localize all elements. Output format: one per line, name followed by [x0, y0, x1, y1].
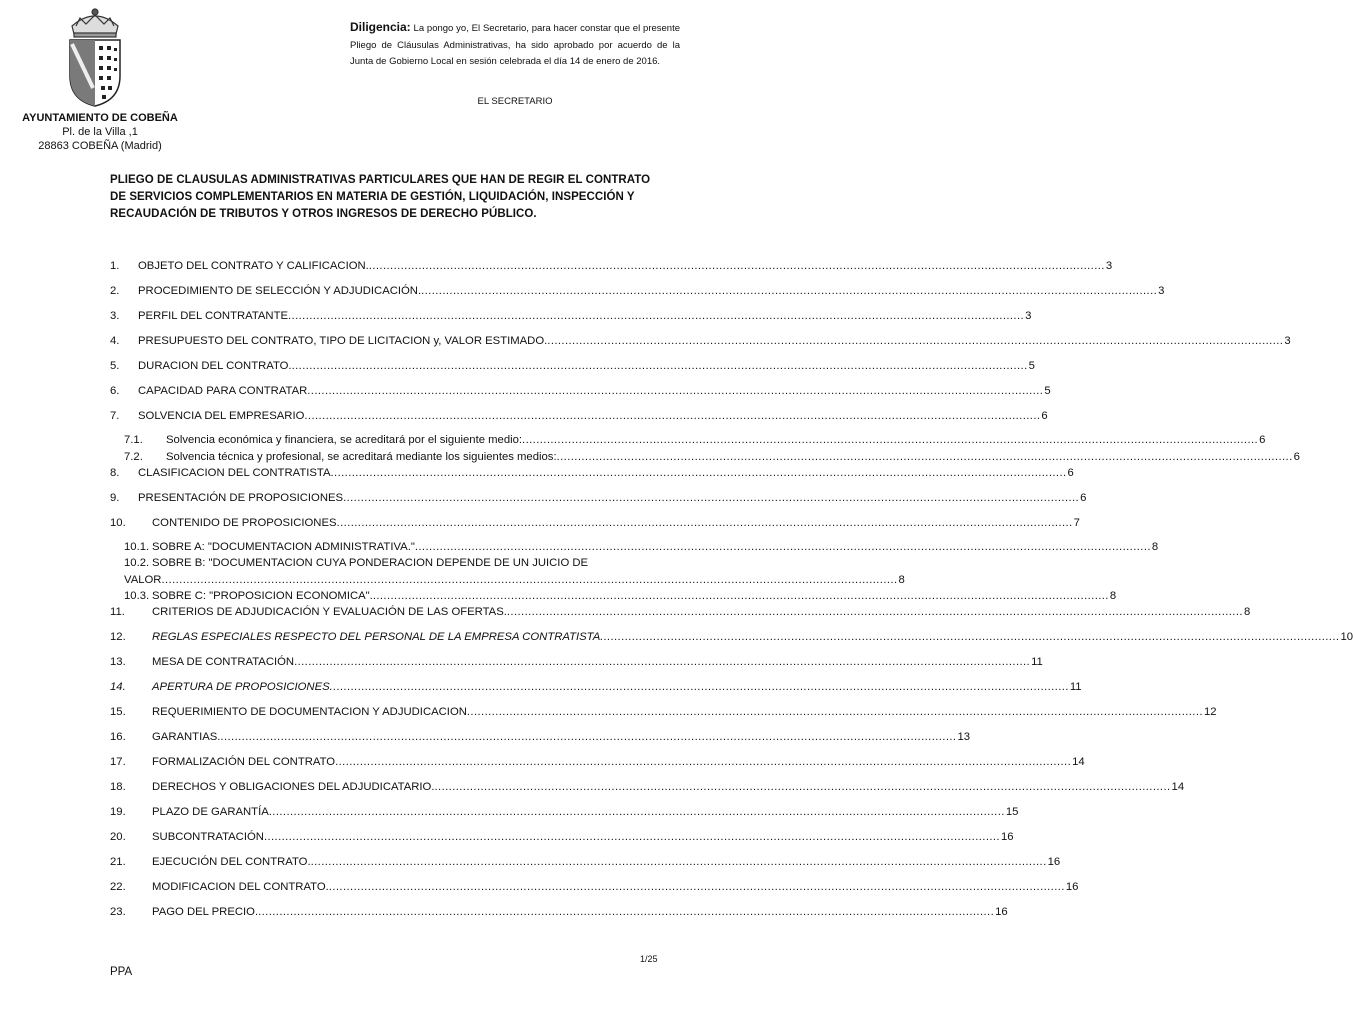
- toc-title: APERTURA DE PROPOSICIONES.: [152, 681, 333, 693]
- toc-number: 14.: [110, 681, 126, 693]
- toc-number: 21.: [110, 856, 126, 868]
- toc-title-continuation: VALOR: [124, 574, 162, 586]
- toc-title: CRITERIOS DE ADJUDICACIÓN Y EVALUACIÓN DE LAS OFERTAS.: [152, 606, 507, 618]
- toc-subentry[interactable]: [124, 557, 660, 569]
- toc-subentry[interactable]: [124, 541, 1159, 553]
- toc-title: MODIFICACION DEL CONTRATO.: [152, 881, 329, 893]
- toc-title: SOBRE C: "PROPOSICION ECONOMICA".: [152, 590, 373, 602]
- toc-number: 2.: [110, 285, 120, 297]
- toc-number: 16.: [110, 731, 126, 743]
- toc-entry[interactable]: [110, 385, 1051, 397]
- toc-number: 7.2.: [124, 451, 143, 463]
- toc-leader: [288, 310, 1024, 322]
- toc-subentry[interactable]: [124, 434, 1266, 446]
- toc-entry[interactable]: [110, 492, 1087, 504]
- toc-entry[interactable]: [110, 906, 1008, 918]
- toc-number: 8.: [110, 467, 120, 479]
- toc-entry[interactable]: [110, 335, 1291, 347]
- toc-title: CONTENIDO DE PROPOSICIONES: [152, 517, 337, 529]
- toc-page: 12: [1203, 706, 1217, 718]
- toc-title: SUBCONTRATACIÓN: [152, 831, 264, 843]
- toc-number: 3.: [110, 310, 120, 322]
- toc-entry[interactable]: [110, 631, 1353, 643]
- toc-entry[interactable]: [110, 285, 1165, 297]
- toc-entry[interactable]: [110, 856, 1061, 868]
- toc-title: PRESENTACIÓN DE PROPOSICIONES: [138, 492, 344, 504]
- toc-page: 7: [1073, 517, 1080, 529]
- toc-title: Solvencia técnica y profesional, se acreditará mediante los siguientes medios:: [166, 451, 557, 463]
- toc-title: GARANTIAS.: [152, 731, 221, 743]
- toc-leader: [343, 492, 1079, 504]
- toc-title: PAGO DEL PRECIO.: [152, 906, 259, 918]
- toc-number: 6.: [110, 385, 120, 397]
- toc-page: 8: [898, 574, 905, 586]
- diligencia-text: La pongo yo, El Secretario, para hacer constar que el presente Pliego de Cláusulas Administrativas, ha sido aprobado por acuerdo de la Junta de Gobierno Local en sesión celebrada el día 14 de enero de 2016.: [350, 23, 681, 67]
- toc-page: 11: [1031, 656, 1043, 668]
- toc-page: 16: [1000, 831, 1014, 843]
- toc-number: 19.: [110, 806, 126, 818]
- toc-number: 10.2.: [124, 557, 150, 569]
- toc-page: 6: [1293, 451, 1300, 463]
- toc-entry[interactable]: [110, 706, 1217, 718]
- toc-entry[interactable]: [110, 467, 1074, 479]
- toc-page: 15: [1005, 806, 1019, 818]
- toc-title: PROCEDIMIENTO DE SELECCIÓN Y ADJUDICACIÓN.: [138, 285, 422, 297]
- toc-leader: [467, 706, 1203, 718]
- toc-page: 14: [1171, 781, 1185, 793]
- toc-subentry[interactable]: [124, 451, 1300, 463]
- toc-leader: [220, 731, 956, 743]
- toc-title: CLASIFICACION DEL CONTRATISTA: [138, 467, 331, 479]
- toc-leader: [547, 335, 1283, 347]
- toc-page: 3: [1105, 260, 1113, 272]
- toc-leader: [161, 574, 897, 586]
- toc-leader: [294, 656, 1030, 668]
- toc-leader: [333, 681, 1069, 693]
- toc-page: 3: [1025, 310, 1032, 322]
- toc-title: EJECUCIÓN DEL CONTRATO.: [152, 856, 311, 868]
- toc-entry[interactable]: [110, 517, 1080, 529]
- toc-entry[interactable]: [110, 756, 1085, 768]
- toc-page: 14: [1072, 756, 1085, 768]
- toc-page: 8: [1243, 606, 1251, 618]
- toc-entry[interactable]: [110, 360, 1035, 372]
- toc-title: DURACION DEL CONTRATO.: [138, 360, 292, 372]
- toc-number: 9.: [110, 492, 120, 504]
- toc-number: 4.: [110, 335, 120, 347]
- toc-leader: [507, 606, 1243, 618]
- toc-number: 10.1.: [124, 541, 150, 553]
- toc-entry[interactable]: [110, 831, 1014, 843]
- toc-entry[interactable]: [110, 731, 971, 743]
- toc-leader: [331, 467, 1067, 479]
- toc-page: 13: [957, 731, 971, 743]
- toc-entry[interactable]: [110, 656, 1043, 668]
- toc-title: SOBRE B: "DOCUMENTACION CUYA PONDERACION DEPENDE DE UN JUICIO DE: [152, 557, 589, 569]
- toc-entry[interactable]: [110, 606, 1251, 618]
- toc-leader: [435, 781, 1171, 793]
- toc-entry[interactable]: [110, 310, 1032, 322]
- toc-title: CAPACIDAD PARA CONTRATAR: [138, 385, 308, 397]
- toc-page: 11: [1069, 681, 1082, 693]
- toc-number: 20.: [110, 831, 126, 843]
- toc-leader: [337, 517, 1073, 529]
- toc-number: 7.1.: [124, 434, 143, 446]
- toc-title: SOBRE A: "DOCUMENTACION ADMINISTRATIVA.": [152, 541, 415, 553]
- table-of-contents: [110, 0, 1353, 1024]
- toc-number: 10.: [110, 517, 126, 529]
- toc-leader: [304, 410, 1040, 422]
- toc-page: 3: [1284, 335, 1291, 347]
- toc-leader: [258, 906, 994, 918]
- toc-page: 6: [1080, 492, 1087, 504]
- toc-page: 3: [1158, 285, 1165, 297]
- toc-page: 5: [1044, 385, 1051, 397]
- footer-initials: PPA: [110, 966, 133, 978]
- toc-title: Solvencia económica y financiera, se acreditará por el siguiente medio:: [166, 434, 523, 446]
- toc-number: 7.: [110, 410, 120, 422]
- toc-leader: [557, 451, 1293, 463]
- page-counter: 1/25: [640, 954, 658, 964]
- toc-leader: [329, 881, 1065, 893]
- toc-leader: [421, 285, 1157, 297]
- toc-leader: [292, 360, 1028, 372]
- toc-number: 18.: [110, 781, 126, 793]
- toc-title: OBJETO DEL CONTRATO Y CALIFICACION.: [138, 260, 369, 272]
- toc-page: 16: [995, 906, 1008, 918]
- toc-entry[interactable]: [110, 410, 1048, 422]
- organization-name: AYUNTAMIENTO DE COBEÑA: [22, 112, 178, 124]
- toc-subentry-continuation[interactable]: [124, 574, 905, 586]
- toc-leader: [307, 385, 1043, 397]
- toc-title: REGLAS ESPECIALES RESPECTO DEL PERSONAL DE LA EMPRESA CONTRATISTA.: [152, 631, 604, 643]
- organization-address-line1: Pl. de la Villa ,1: [62, 126, 138, 138]
- document-title: PLIEGO DE CLAUSULAS ADMINISTRATIVAS PARTICULARES QUE HAN DE REGIR EL CONTRATO DE SERVICIOS COMPLEMENTARIOS EN MATERIA DE GESTIÓN, LIQUIDACIÓN, INSPECCIÓN Y RECAUDACIÓN DE TRIBUTOS Y OTROS INGRESOS DE DERECHO PÚBLICO.: [110, 174, 651, 220]
- toc-title: PERFIL DEL CONTRATANTE: [138, 310, 289, 322]
- toc-page: 8: [1109, 590, 1117, 602]
- toc-page: 10: [1340, 631, 1353, 643]
- toc-page: 5: [1028, 360, 1035, 372]
- toc-leader: [264, 831, 1000, 843]
- toc-number: 13.: [110, 656, 126, 668]
- toc-page: 16: [1065, 881, 1079, 893]
- toc-title: PRESUPUESTO DEL CONTRATO, TIPO DE LICITACION y, VALOR ESTIMADO.: [138, 335, 548, 347]
- toc-leader: [369, 260, 1105, 272]
- toc-title: REQUERIMIENTO DE DOCUMENTACION Y ADJUDICACION: [152, 706, 467, 718]
- toc-leader: [373, 590, 1109, 602]
- toc-number: 1.: [110, 260, 120, 272]
- organization-address-line2: 28863 COBEÑA (Madrid): [38, 140, 162, 152]
- toc-number: 12.: [110, 631, 126, 643]
- toc-entry[interactable]: [110, 681, 1082, 693]
- toc-leader: [603, 631, 1339, 643]
- toc-title: PLAZO DE GARANTÍA: [152, 806, 269, 818]
- toc-number: 11.: [110, 606, 125, 618]
- toc-number: 23.: [110, 906, 126, 918]
- toc-entry[interactable]: [110, 806, 1019, 818]
- toc-number: 22.: [110, 881, 126, 893]
- toc-page: 6: [1041, 410, 1048, 422]
- toc-entry[interactable]: [110, 881, 1079, 893]
- toc-leader: [311, 856, 1047, 868]
- toc-page: 16: [1047, 856, 1061, 868]
- toc-page: 6: [1259, 434, 1266, 446]
- toc-number: 5.: [110, 360, 120, 372]
- toc-page: 8: [1151, 541, 1159, 553]
- toc-title: SOLVENCIA DEL EMPRESARIO: [138, 410, 305, 422]
- toc-page: 6: [1067, 467, 1074, 479]
- toc-title: FORMALIZACIÓN DEL CONTRATO: [152, 756, 336, 768]
- toc-number: 15.: [110, 706, 126, 718]
- toc-number: 10.3.: [124, 590, 150, 602]
- toc-leader: [335, 756, 1071, 768]
- toc-entry[interactable]: [110, 781, 1185, 793]
- toc-subentry[interactable]: [124, 590, 1117, 602]
- diligencia-label: Diligencia:: [350, 20, 411, 34]
- toc-leader: [522, 434, 1258, 446]
- toc-number: 17.: [110, 756, 126, 768]
- toc-leader: [415, 541, 1151, 553]
- toc-title: MESA DE CONTRATACIÓN: [152, 656, 295, 668]
- secretary-signature: EL SECRETARIO: [477, 96, 553, 107]
- toc-leader: [269, 806, 1005, 818]
- toc-entry[interactable]: [110, 260, 1113, 272]
- toc-title: DERECHOS Y OBLIGACIONES DEL ADJUDICATARIO.: [152, 781, 435, 793]
